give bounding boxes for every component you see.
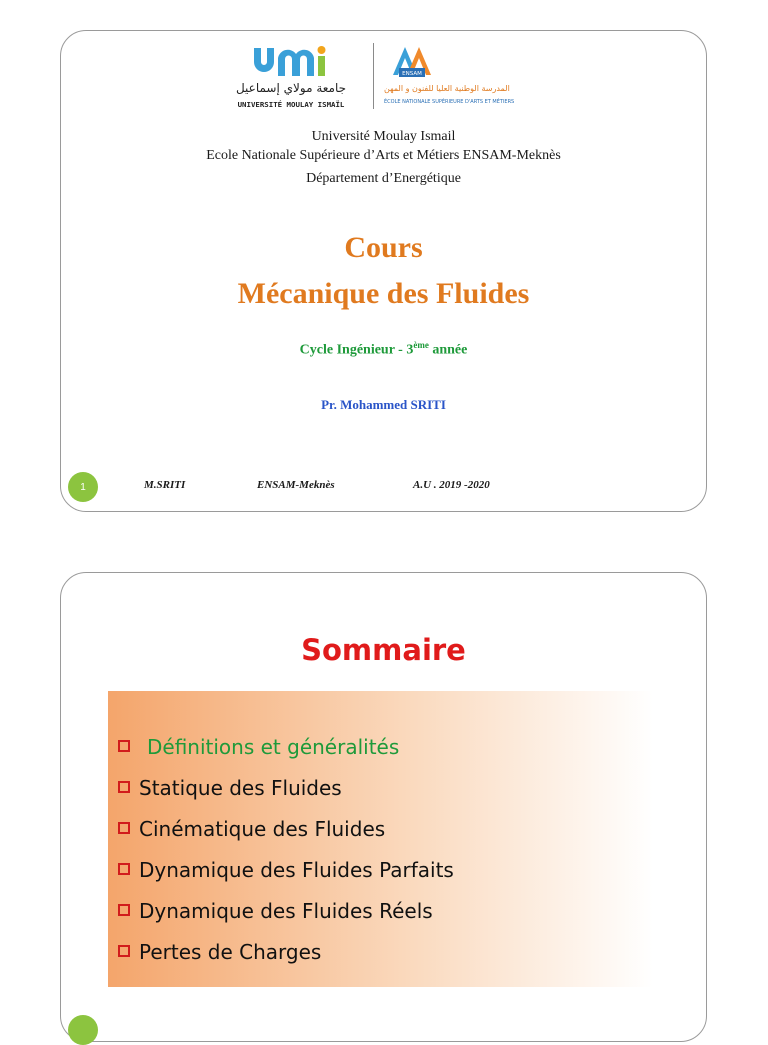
checkbox-bullet-icon — [118, 945, 130, 957]
cycle-superscript: ème — [413, 340, 429, 350]
cycle-info — [61, 340, 706, 359]
ensam-logo — [379, 43, 539, 113]
footer-author: M.SRITI — [144, 479, 186, 491]
summary-item-label: Dynamique des Fluides Parfaits — [139, 858, 454, 882]
summary-title: Sommaire — [301, 633, 466, 667]
summary-item-label: Dynamique des Fluides Réels — [139, 899, 433, 923]
title-slide — [60, 30, 707, 512]
school-name: Ecole Nationale Supérieure d’Arts et Métiers ENSAM-Meknès — [206, 148, 561, 163]
footer-school: ENSAM-Meknès — [257, 479, 335, 491]
summary-item — [118, 776, 454, 817]
checkbox-bullet-icon — [118, 740, 130, 752]
umi-logo-mark — [254, 46, 326, 76]
ensam-logo-badge: ENSAM — [402, 71, 422, 77]
page-number-badge — [68, 1015, 98, 1045]
ensam-logo-arabic: المدرسة الوطنية العليا للفنون و المهن — [384, 84, 510, 93]
umi-logo — [236, 42, 376, 112]
university-name: Université Moulay Ismail — [311, 129, 456, 144]
checkbox-bullet-icon — [118, 863, 130, 875]
summary-item-label: Statique des Fluides — [139, 776, 342, 800]
cycle-suffix: année — [428, 342, 468, 358]
summary-item-label: Définitions et généralités — [147, 735, 400, 759]
summary-item — [118, 899, 454, 940]
summary-item — [118, 940, 454, 981]
umi-logo-arabic: جامعة مولاي إسماعيل — [236, 81, 347, 95]
summary-item-label: Pertes de Charges — [139, 940, 322, 964]
summary-box — [108, 691, 653, 987]
ensam-logo-mark — [393, 47, 431, 77]
summary-item — [118, 817, 454, 858]
summary-slide — [60, 572, 707, 1042]
summary-list — [118, 735, 454, 981]
footer-year: A.U . 2019 -2020 — [413, 479, 490, 491]
checkbox-bullet-icon — [118, 904, 130, 916]
course-title-line2: Mécanique des Fluides — [237, 277, 530, 310]
department-name: Département d’Energétique — [306, 171, 461, 186]
summary-item-label: Cinématique des Fluides — [139, 817, 386, 841]
umi-logo-latin: UNIVERSITÉ MOULAY ISMAÏL — [237, 100, 345, 109]
ensam-logo-latin: ÉCOLE NATIONALE SUPÉRIEURE D'ARTS ET MÉTIERS — [384, 99, 515, 105]
professor-name: Pr. Mohammed SRITI — [321, 397, 446, 412]
checkbox-bullet-icon — [118, 822, 130, 834]
logo-divider — [373, 43, 374, 109]
cycle-prefix: Cycle Ingénieur - 3 — [299, 342, 414, 358]
course-title-line1: Cours — [344, 231, 423, 264]
checkbox-bullet-icon — [118, 781, 130, 793]
summary-item — [118, 735, 454, 776]
summary-item — [118, 858, 454, 899]
page-number-badge: 1 — [68, 472, 98, 502]
